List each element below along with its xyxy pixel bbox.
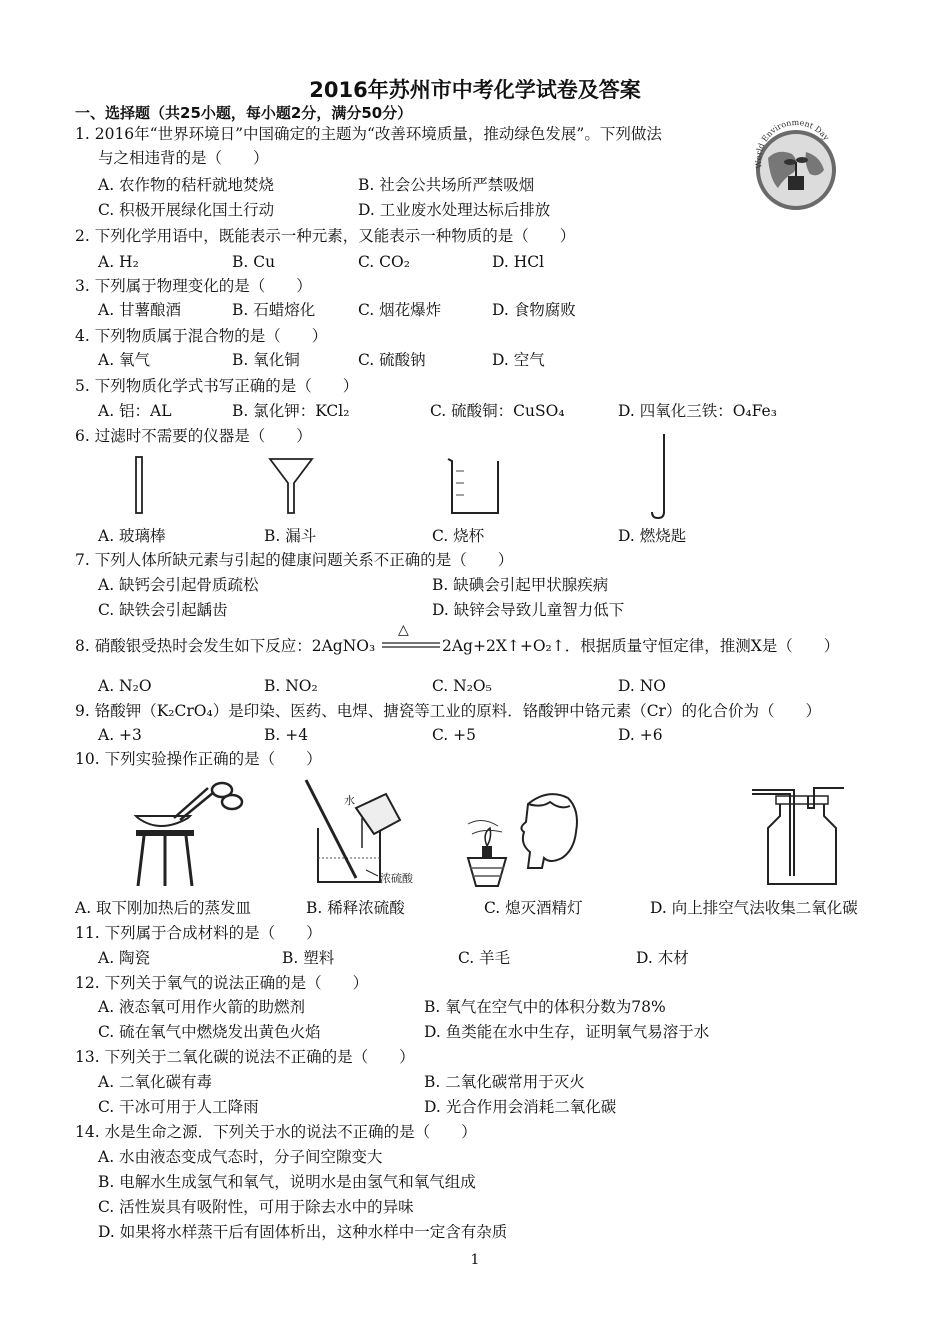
q8-option-d: D. NO xyxy=(618,677,666,695)
q3-option-c: C. 烟花爆炸 xyxy=(358,301,442,319)
q8-stem-part1: 8. 硝酸银受热时会发生如下反应：2AgNO₃ xyxy=(75,637,376,655)
q9-option-d: D. +6 xyxy=(618,726,663,744)
q14-option-c: C. 活性炭具有吸附性，可用于除去水中的异味 xyxy=(98,1198,414,1216)
q9-option-c: C. +5 xyxy=(432,726,477,744)
tongs-evaporating-dish-image xyxy=(130,778,250,890)
q13-option-d: D. 光合作用会消耗二氧化碳 xyxy=(424,1098,617,1116)
q11-option-d: D. 木材 xyxy=(636,949,689,967)
q7-option-b: B. 缺碘会引起甲状腺疾病 xyxy=(432,576,609,594)
q13-stem: 13. 下列关于二氧化碳的说法不正确的是（ ） xyxy=(75,1048,415,1066)
q11-stem: 11. 下列属于合成材料的是（ ） xyxy=(75,924,322,942)
q10-option-c: C. 熄灭酒精灯 xyxy=(484,899,583,917)
q2-option-d: D. HCl xyxy=(492,253,545,271)
q12-option-c: C. 硫在氧气中燃烧发出黄色火焰 xyxy=(98,1023,321,1041)
q5-stem: 5. 下列物质化学式书写正确的是（ ） xyxy=(75,377,359,395)
q1-stem-line2: 与之相违背的是（ ） xyxy=(98,149,269,167)
q5-option-a: A. 铝：AL xyxy=(98,402,172,420)
q1-stem-line1: 1. 2016年“世界环境日”中国确定的主题为“改善环境质量，推动绿色发展”。下列做法 xyxy=(75,125,662,143)
q8-option-b: B. NO₂ xyxy=(264,677,318,695)
q10-stem: 10. 下列实验操作正确的是（ ） xyxy=(75,750,322,768)
q11-option-a: A. 陶瓷 xyxy=(98,949,151,967)
q14-option-a: A. 水由液态变成气态时，分子间空隙变大 xyxy=(98,1148,383,1166)
q12-stem: 12. 下列关于氧气的说法正确的是（ ） xyxy=(75,974,369,992)
combustion-spoon-image xyxy=(648,432,678,522)
reaction-equals-sign xyxy=(382,640,442,650)
gas-collecting-bottle-image xyxy=(740,780,850,890)
section-heading: 一、选择题（共25小题，每小题2分，满分50分） xyxy=(75,104,413,122)
q14-option-d: D. 如果将水样蒸干后有固体析出，这种水样中一定含有杂质 xyxy=(98,1223,508,1241)
q10-option-d: D. 向上排空气法收集二氧化碳 xyxy=(650,899,858,917)
q14-option-b: B. 电解水生成氢气和氧气，说明水是由氢气和氧气组成 xyxy=(98,1173,476,1191)
q13-option-b: B. 二氧化碳常用于灭火 xyxy=(424,1073,585,1091)
q3-stem: 3. 下列属于物理变化的是（ ） xyxy=(75,277,312,295)
q12-option-b: B. 氧气在空气中的体积分数为78% xyxy=(424,998,666,1016)
q9-option-b: B. +4 xyxy=(264,726,309,744)
q2-option-a: A. H₂ xyxy=(98,253,139,271)
q5-option-d: D. 四氧化三铁：O₄Fe₃ xyxy=(618,402,777,420)
q8-option-a: A. N₂O xyxy=(98,677,152,695)
page-title: 2016年苏州市中考化学试卷及答案 xyxy=(309,78,641,102)
q4-option-c: C. 硫酸钠 xyxy=(358,351,426,369)
q12-option-d: D. 鱼类能在水中生存，证明氧气易溶于水 xyxy=(424,1023,710,1041)
q7-option-c: C. 缺铁会引起龋齿 xyxy=(98,601,228,619)
q3-option-d: D. 食物腐败 xyxy=(492,301,576,319)
q1-option-a: A. 农作物的秸杆就地焚烧 xyxy=(98,176,275,194)
q1-option-c: C. 积极开展绿化国土行动 xyxy=(98,201,275,219)
page-number: 1 xyxy=(470,1252,480,1268)
q13-option-a: A. 二氧化碳有毒 xyxy=(98,1073,213,1091)
q3-option-b: B. 石蜡熔化 xyxy=(232,301,316,319)
dilute-sulfuric-acid-image xyxy=(300,778,420,890)
q6-option-c: C. 烧杯 xyxy=(432,527,485,545)
blow-out-alcohol-lamp-image xyxy=(458,788,588,888)
q8-heat-symbol: △ xyxy=(398,622,409,638)
water-label: 水 xyxy=(344,794,355,807)
q5-option-b: B. 氯化钾：KCl₂ xyxy=(232,402,350,420)
q11-option-b: B. 塑料 xyxy=(282,949,335,967)
q13-option-c: C. 干冰可用于人工降雨 xyxy=(98,1098,259,1116)
q2-stem: 2. 下列化学用语中，既能表示一种元素，又能表示一种物质的是（ ） xyxy=(75,227,576,245)
q4-option-b: B. 氧化铜 xyxy=(232,351,300,369)
q9-option-a: A. +3 xyxy=(98,726,142,744)
q4-option-d: D. 空气 xyxy=(492,351,545,369)
q3-option-a: A. 甘薯酿酒 xyxy=(98,301,182,319)
q6-option-a: A. 玻璃棒 xyxy=(98,527,166,545)
q7-option-d: D. 缺锌会导致儿童智力低下 xyxy=(432,601,625,619)
q7-option-a: A. 缺钙会引起骨质疏松 xyxy=(98,576,259,594)
q2-option-b: B. Cu xyxy=(232,253,276,271)
q8-option-c: C. N₂O₅ xyxy=(432,677,492,695)
funnel-image xyxy=(268,455,314,515)
q10-option-b: B. 稀释浓硫酸 xyxy=(306,899,405,917)
logo-text: World Environment Day xyxy=(753,118,831,169)
q6-stem: 6. 过滤时不需要的仪器是（ ） xyxy=(75,427,312,445)
q11-option-c: C. 羊毛 xyxy=(458,949,511,967)
q9-stem: 9. 铬酸钾（K₂CrO₄）是印染、医药、电焊、搪瓷等工业的原料．铬酸钾中铬元素（Cr）的化合价为（ ） xyxy=(75,702,821,720)
q7-stem: 7. 下列人体所缺元素与引起的健康问题关系不正确的是（ ） xyxy=(75,551,514,569)
glass-rod-image xyxy=(130,455,150,517)
q2-option-c: C. CO₂ xyxy=(358,253,410,271)
q1-option-d: D. 工业废水处理达标后排放 xyxy=(358,201,551,219)
q4-option-a: A. 氧气 xyxy=(98,351,151,369)
q8-stem-part2: 2Ag+2X↑+O₂↑．根据质量守恒定律，推测X是（ ） xyxy=(442,637,840,655)
q6-option-d: D. 燃烧匙 xyxy=(618,527,687,545)
q10-option-a: A. 取下刚加热后的蒸发皿 xyxy=(75,899,252,917)
world-environment-day-logo xyxy=(748,118,844,214)
q12-option-a: A. 液态氧可用作火箭的助燃剂 xyxy=(98,998,306,1016)
acid-label: 浓硫酸 xyxy=(380,872,413,885)
q5-option-c: C. 硫酸铜：CuSO₄ xyxy=(430,402,565,420)
q4-stem: 4. 下列物质属于混合物的是（ ） xyxy=(75,327,328,345)
q14-stem: 14. 水是生命之源．下列关于水的说法不正确的是（ ） xyxy=(75,1123,477,1141)
q6-option-b: B. 漏斗 xyxy=(264,527,317,545)
beaker-image xyxy=(444,455,504,517)
q1-option-b: B. 社会公共场所严禁吸烟 xyxy=(358,176,535,194)
